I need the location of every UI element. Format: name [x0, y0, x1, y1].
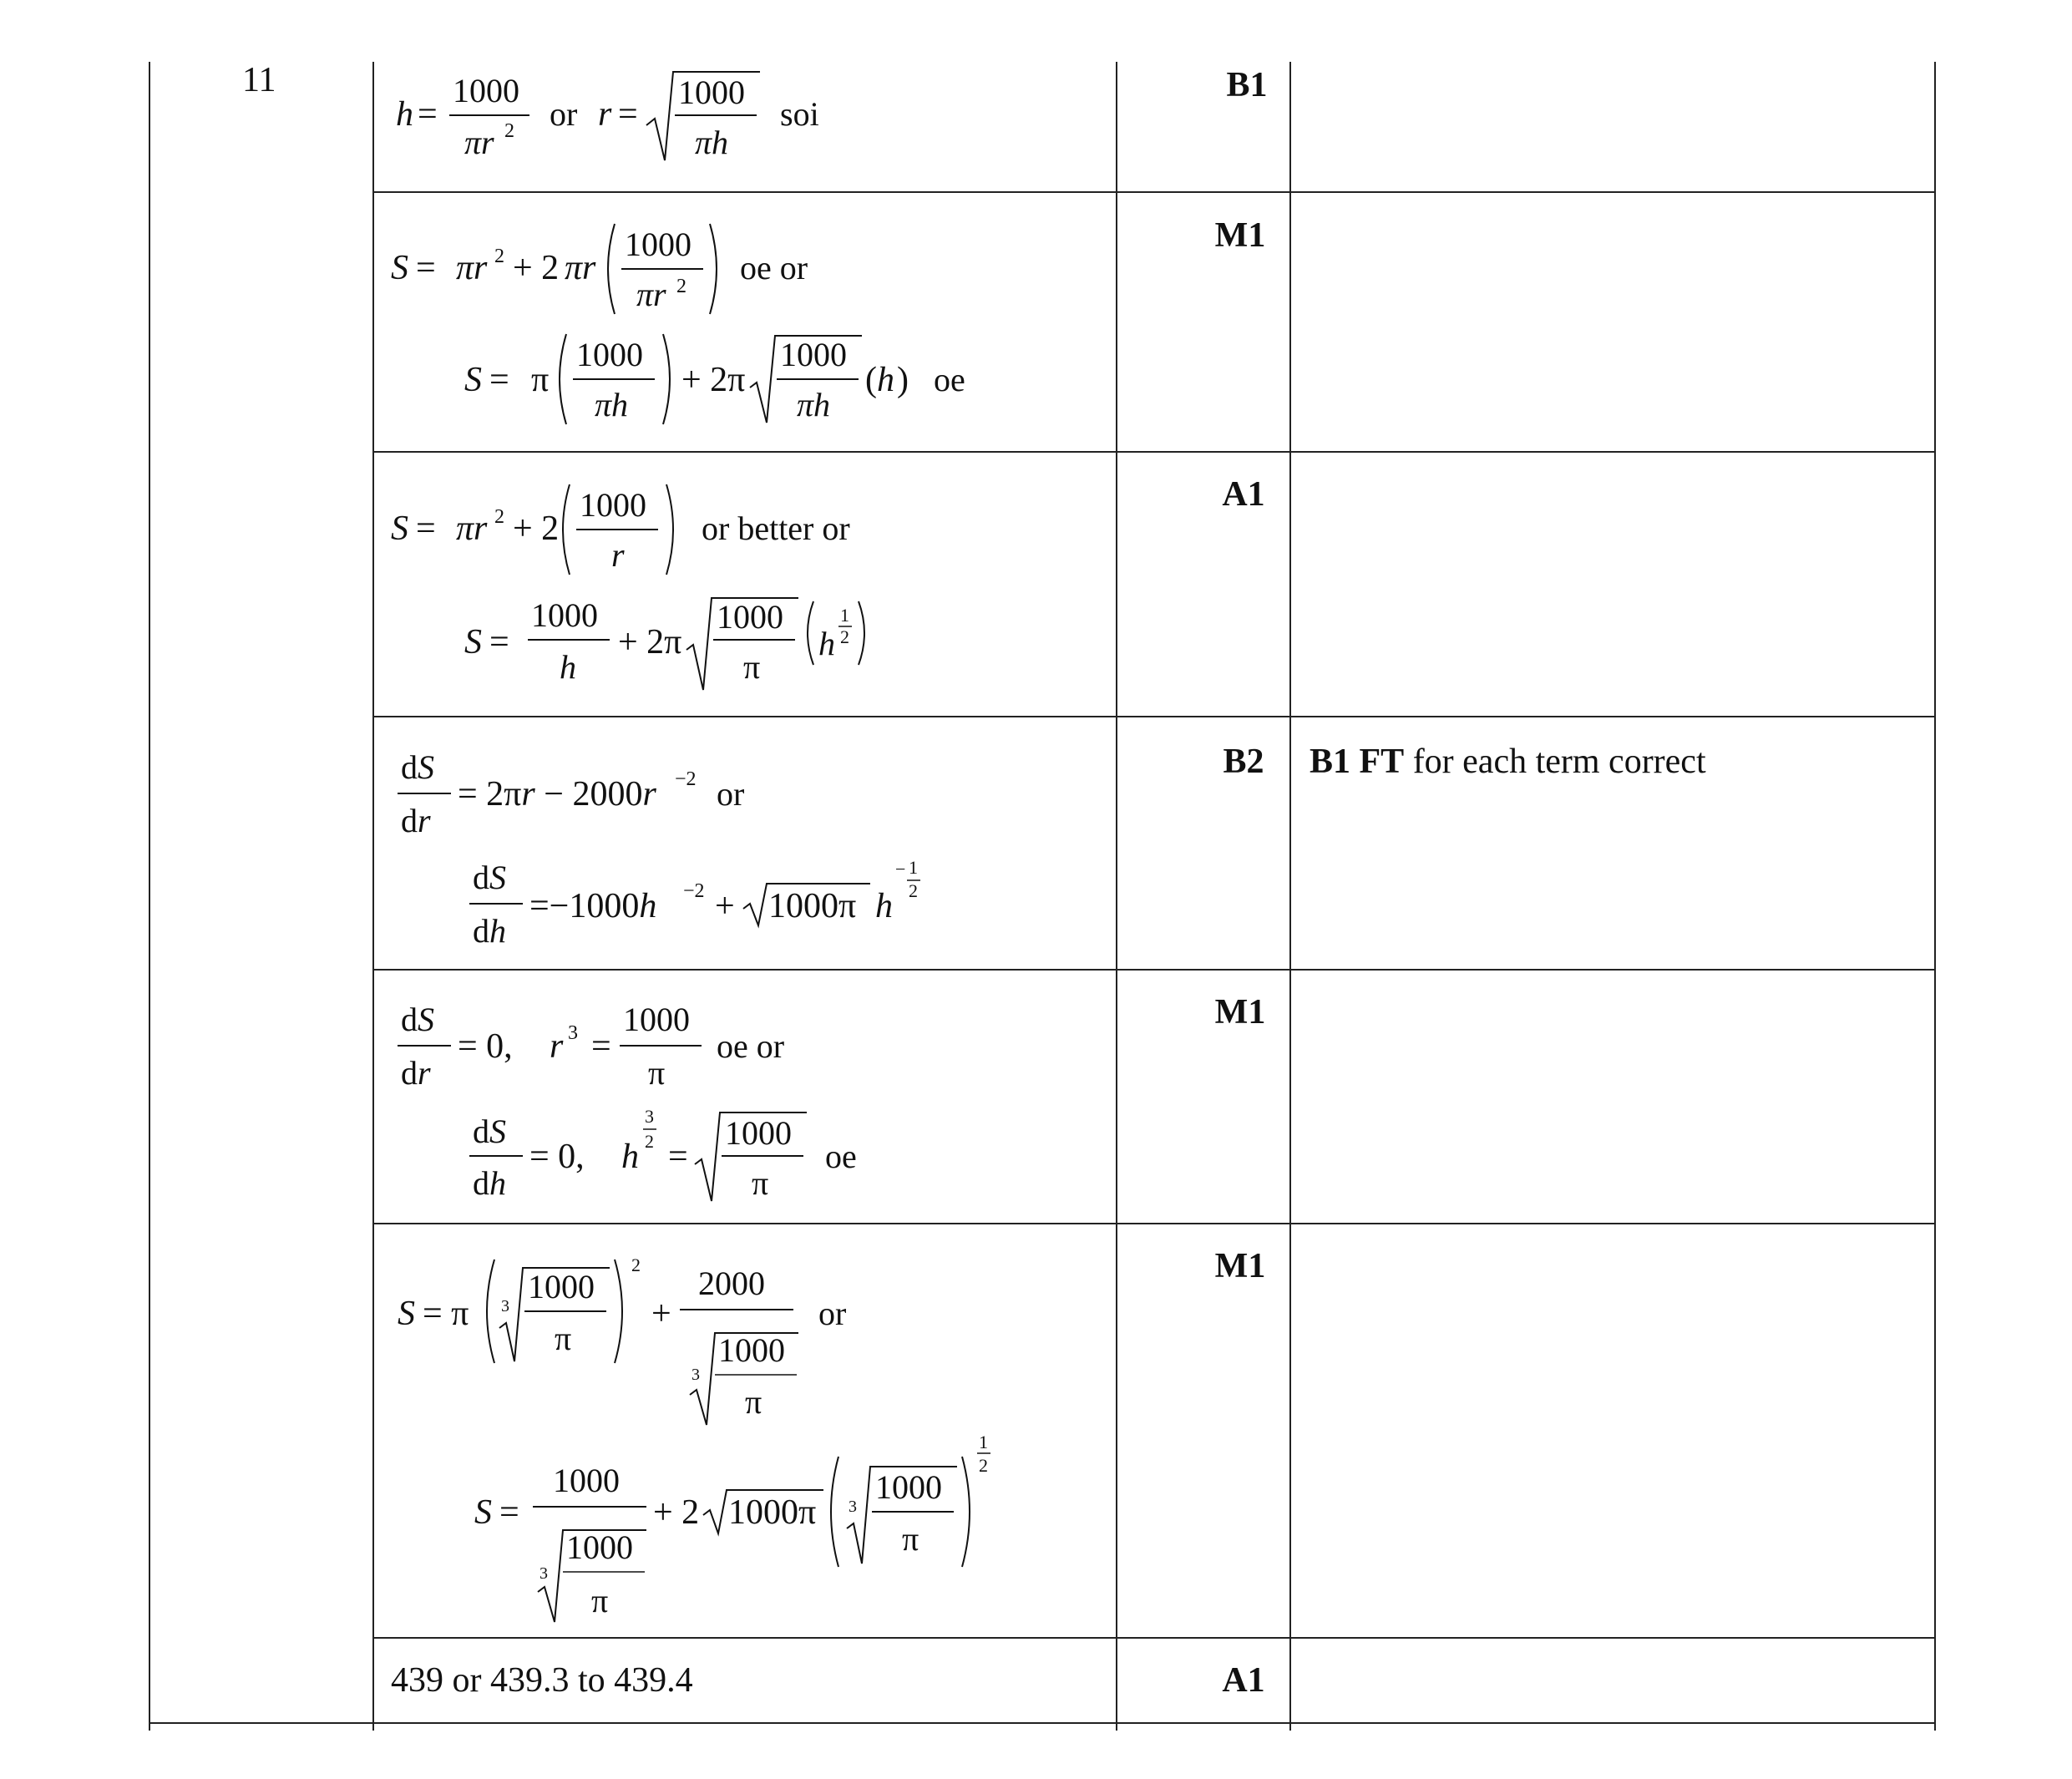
svg-text:h: h — [396, 95, 413, 134]
mark-cell: A1 — [1222, 475, 1265, 514]
mark-cell: M1 — [1214, 1247, 1266, 1285]
row-divider — [372, 451, 1936, 453]
answer-expression — [473, 1432, 1007, 1638]
svg-text:π: π — [902, 1520, 919, 1558]
svg-text:π: π — [648, 1054, 666, 1092]
svg-text:2: 2 — [631, 1254, 641, 1275]
svg-text:dS: dS — [473, 859, 506, 896]
svg-text:S: S — [464, 623, 482, 661]
svg-text:3: 3 — [568, 1022, 578, 1044]
svg-text:h: h — [560, 648, 576, 686]
svg-text:h: h — [621, 1138, 639, 1176]
svg-text:=: = — [618, 95, 638, 134]
svg-text:−2: −2 — [683, 880, 705, 902]
svg-text:1000: 1000 — [453, 72, 519, 109]
svg-text:π: π — [591, 1582, 609, 1619]
svg-text:π: π — [752, 1164, 769, 1202]
question-number: 11 — [242, 61, 276, 99]
svg-text:1000π: 1000π — [728, 1493, 817, 1532]
svg-text:+ 2: + 2 — [513, 249, 560, 287]
svg-text:+ 2: + 2 — [513, 509, 560, 548]
guidance-text: for each term correct — [1404, 743, 1706, 781]
svg-text:1000: 1000 — [531, 596, 598, 634]
svg-text:3: 3 — [501, 1297, 509, 1315]
svg-text:1000: 1000 — [725, 1114, 792, 1152]
svg-text:2: 2 — [645, 1131, 654, 1152]
svg-text:π: π — [743, 648, 761, 686]
svg-text:+: + — [715, 887, 735, 925]
svg-text:π: π — [555, 1320, 572, 1357]
connector-word: or — [818, 1295, 847, 1332]
svg-text:πr: πr — [636, 276, 666, 313]
svg-text:π: π — [745, 1383, 762, 1421]
svg-text:h: h — [877, 361, 894, 399]
svg-text:r: r — [598, 95, 612, 134]
svg-text:= 2πr − 2000r: = 2πr − 2000r — [458, 775, 656, 813]
svg-text:S: S — [391, 509, 408, 548]
svg-text:dr: dr — [401, 1054, 431, 1092]
row-divider — [372, 716, 1936, 717]
svg-text:S: S — [474, 1493, 492, 1532]
mark-cell: M1 — [1214, 216, 1266, 255]
svg-text:2: 2 — [979, 1455, 988, 1476]
svg-text:πh: πh — [695, 124, 729, 161]
svg-text:1000: 1000 — [875, 1468, 942, 1506]
svg-text:=: = — [591, 1027, 611, 1066]
answer-expression — [463, 327, 997, 445]
svg-text:πr: πr — [565, 249, 596, 287]
svg-text:1000: 1000 — [718, 1331, 785, 1369]
guidance-mark-code: B1 FT — [1310, 743, 1405, 781]
svg-text:dS: dS — [401, 1001, 434, 1038]
svg-text:=: = — [416, 249, 436, 287]
svg-text:dh: dh — [473, 1164, 506, 1202]
svg-text:3: 3 — [645, 1106, 654, 1127]
connector-word: or better or — [702, 509, 850, 547]
svg-text:1: 1 — [840, 605, 849, 626]
svg-text:r: r — [550, 1027, 564, 1066]
mark-cell: M1 — [1214, 993, 1266, 1031]
svg-text:1000: 1000 — [528, 1268, 595, 1305]
svg-text:S: S — [464, 361, 482, 399]
svg-text:S: S — [391, 249, 408, 287]
answer-expression — [396, 997, 830, 1107]
svg-text:=: = — [418, 95, 438, 134]
svg-text:2: 2 — [494, 246, 504, 267]
svg-text:+ 2π: + 2π — [681, 361, 746, 399]
answer-expression — [468, 1101, 902, 1219]
svg-text:πr: πr — [464, 124, 494, 161]
svg-text:dr: dr — [401, 802, 431, 839]
table-border-left — [149, 62, 150, 1731]
svg-text:−: − — [895, 859, 906, 879]
svg-text:2: 2 — [676, 276, 686, 297]
svg-text:= 0,: = 0, — [458, 1027, 513, 1066]
answer-expression — [393, 67, 860, 185]
svg-text:3: 3 — [692, 1366, 700, 1384]
svg-text:h: h — [818, 625, 835, 662]
svg-text:h: h — [875, 887, 893, 925]
svg-text:S: S — [398, 1295, 415, 1333]
connector-word: soi — [780, 95, 819, 133]
svg-text:2000: 2000 — [698, 1265, 765, 1302]
connector-word: oe or — [740, 249, 808, 286]
svg-text:1: 1 — [979, 1432, 988, 1452]
mark-cell: B2 — [1223, 743, 1264, 781]
svg-text:=: = — [668, 1138, 688, 1176]
svg-text:1000: 1000 — [717, 598, 783, 636]
svg-text:1000: 1000 — [580, 486, 646, 524]
svg-text:1000: 1000 — [566, 1528, 633, 1566]
svg-text:= π: = π — [423, 1295, 469, 1333]
svg-text:=: = — [489, 623, 509, 661]
svg-text:1000: 1000 — [576, 336, 643, 373]
answer-expression — [463, 590, 930, 716]
svg-text:=: = — [499, 1493, 519, 1532]
column-divider-question — [372, 62, 374, 1731]
svg-text:r: r — [611, 536, 625, 574]
guidance-comment — [1310, 742, 1706, 782]
row-divider — [372, 191, 1936, 193]
svg-text:1000: 1000 — [780, 336, 847, 373]
answer-expression — [389, 476, 907, 594]
svg-text:πh: πh — [797, 386, 831, 423]
answer-expression — [389, 215, 857, 333]
svg-text:+: + — [651, 1295, 671, 1333]
svg-text:3: 3 — [849, 1498, 857, 1516]
connector-word: or — [717, 775, 745, 813]
svg-text:dh: dh — [473, 912, 506, 950]
svg-text:dS: dS — [401, 748, 434, 786]
connector-word: or — [550, 95, 578, 133]
svg-text:2: 2 — [504, 120, 514, 142]
svg-text:πh: πh — [595, 386, 629, 423]
column-divider-marks — [1289, 62, 1291, 1731]
svg-text:2: 2 — [909, 880, 918, 901]
svg-text:1000: 1000 — [625, 226, 692, 263]
svg-text:1000: 1000 — [553, 1462, 620, 1499]
svg-text:(: ( — [865, 361, 877, 399]
table-border-bottom — [149, 1722, 1936, 1724]
answer-expression — [396, 1248, 864, 1441]
svg-text:1000: 1000 — [623, 1001, 690, 1038]
mark-cell: A1 — [1222, 1661, 1265, 1700]
row-divider — [372, 1223, 1936, 1224]
svg-text:dS: dS — [473, 1113, 506, 1150]
svg-text:=: = — [416, 509, 436, 548]
svg-text:+ 2π: + 2π — [618, 623, 682, 661]
connector-word: oe — [825, 1138, 857, 1175]
mark-cell: B1 — [1226, 66, 1268, 104]
svg-text:πr: πr — [456, 249, 488, 287]
svg-text:): ) — [897, 361, 909, 399]
answer-expression — [468, 854, 935, 971]
final-answer: 439 or 439.3 to 439.4 — [391, 1661, 693, 1700]
svg-text:1000π: 1000π — [768, 887, 857, 925]
svg-text:= 0,: = 0, — [529, 1138, 585, 1176]
svg-text:1000: 1000 — [678, 73, 745, 111]
svg-text:3: 3 — [540, 1564, 548, 1583]
column-divider-answer — [1116, 62, 1117, 1731]
svg-text:πr: πr — [456, 509, 488, 548]
table-border-right — [1934, 62, 1936, 1731]
svg-text:π: π — [531, 361, 550, 399]
svg-text:=: = — [489, 361, 509, 399]
connector-word: oe — [934, 361, 965, 398]
svg-text:=−1000h: =−1000h — [529, 887, 657, 925]
svg-text:−2: −2 — [675, 768, 697, 790]
svg-text:+ 2: + 2 — [653, 1493, 700, 1532]
answer-expression — [396, 745, 830, 854]
connector-word: oe or — [717, 1027, 785, 1065]
svg-text:2: 2 — [840, 626, 849, 647]
svg-text:1: 1 — [909, 857, 918, 878]
svg-text:2: 2 — [494, 506, 504, 528]
